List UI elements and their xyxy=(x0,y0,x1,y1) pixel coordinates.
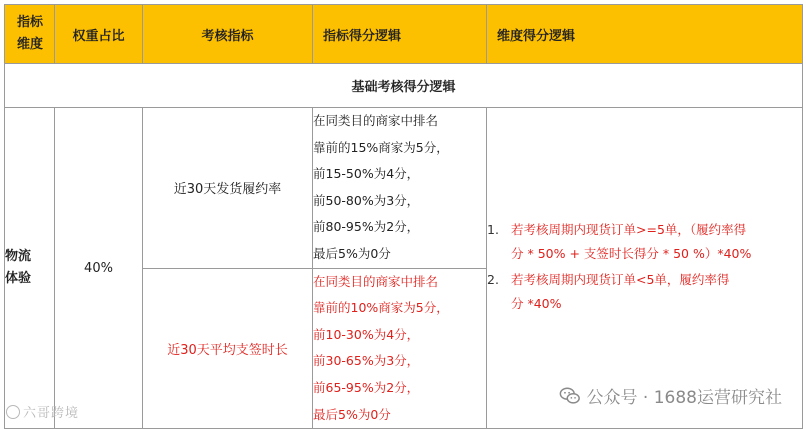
header-dimension-line2: 维度 xyxy=(17,37,44,52)
list-item-line: 若考核周期内现货订单>=5单，（履约率得 xyxy=(511,222,747,238)
indicator-logic-fulfillment xyxy=(313,108,487,269)
watermark-logo-icon xyxy=(6,405,20,419)
logic-line: 前10-30%为4分， xyxy=(313,326,420,342)
header-dimension-logic: 维度得分逻辑 xyxy=(487,5,803,64)
logic-line: 前30-65%为3分， xyxy=(313,353,420,369)
list-item xyxy=(487,268,802,316)
list-item xyxy=(487,218,802,266)
logic-line: 靠前的15%商家为5分， xyxy=(313,139,449,155)
indicator-logic-signing-time xyxy=(313,268,487,429)
dimension-logic-cell xyxy=(487,108,803,429)
logic-line: 前80-95%为2分， xyxy=(313,219,420,235)
list-item-line: 分 * 50% + 支签时长得分 * 50 %）*40% xyxy=(511,246,752,262)
logic-line: 靠前的10%商家为5分， xyxy=(313,300,449,316)
dimension-line1: 物流 xyxy=(5,249,32,265)
dimension-line2: 体验 xyxy=(5,271,32,287)
indicator-signing-time: 近30天平均支签时长 xyxy=(143,268,313,429)
dimension-logic-list xyxy=(487,218,802,316)
section-row xyxy=(5,64,803,108)
logic-line: 最后5%为0分 xyxy=(313,245,391,261)
watermark-wechat xyxy=(559,383,782,408)
list-item-line: 分 *40% xyxy=(511,296,562,312)
watermark-left-text: 六哥跨境 xyxy=(23,406,80,421)
header-row xyxy=(5,5,803,64)
watermark-left xyxy=(6,402,79,421)
logic-line: 前50-80%为3分， xyxy=(313,192,420,208)
logic-line: 前65-95%为2分， xyxy=(313,379,420,395)
header-indicator-logic: 指标得分逻辑 xyxy=(313,5,487,64)
scoring-table xyxy=(4,4,803,429)
watermark-wechat-text: 公众号 · 1688运营研究社 xyxy=(586,388,782,408)
logic-line: 在同类目的商家中排名 xyxy=(313,273,439,289)
section-title: 基础考核得分逻辑 xyxy=(5,64,803,108)
list-item-number: 2. xyxy=(487,272,499,288)
list-item-line: 若考核周期内现货订单<5单，履约率得 xyxy=(511,272,730,288)
table-row xyxy=(5,108,803,269)
list-item-number: 1. xyxy=(487,222,499,238)
logic-line: 最后5%为0分 xyxy=(313,406,391,422)
header-indicator: 考核指标 xyxy=(143,5,313,64)
weight-cell: 40% xyxy=(55,108,143,429)
dimension-cell xyxy=(5,108,55,429)
wechat-icon xyxy=(559,385,581,407)
header-dimension xyxy=(5,5,55,64)
logic-line: 在同类目的商家中排名 xyxy=(313,113,439,128)
header-dimension-line1: 指标 xyxy=(17,15,44,30)
logic-line: 前15-50%为4分， xyxy=(313,166,420,182)
indicator-fulfillment: 近30天发货履约率 xyxy=(143,108,313,269)
header-weight: 权重占比 xyxy=(55,5,143,64)
